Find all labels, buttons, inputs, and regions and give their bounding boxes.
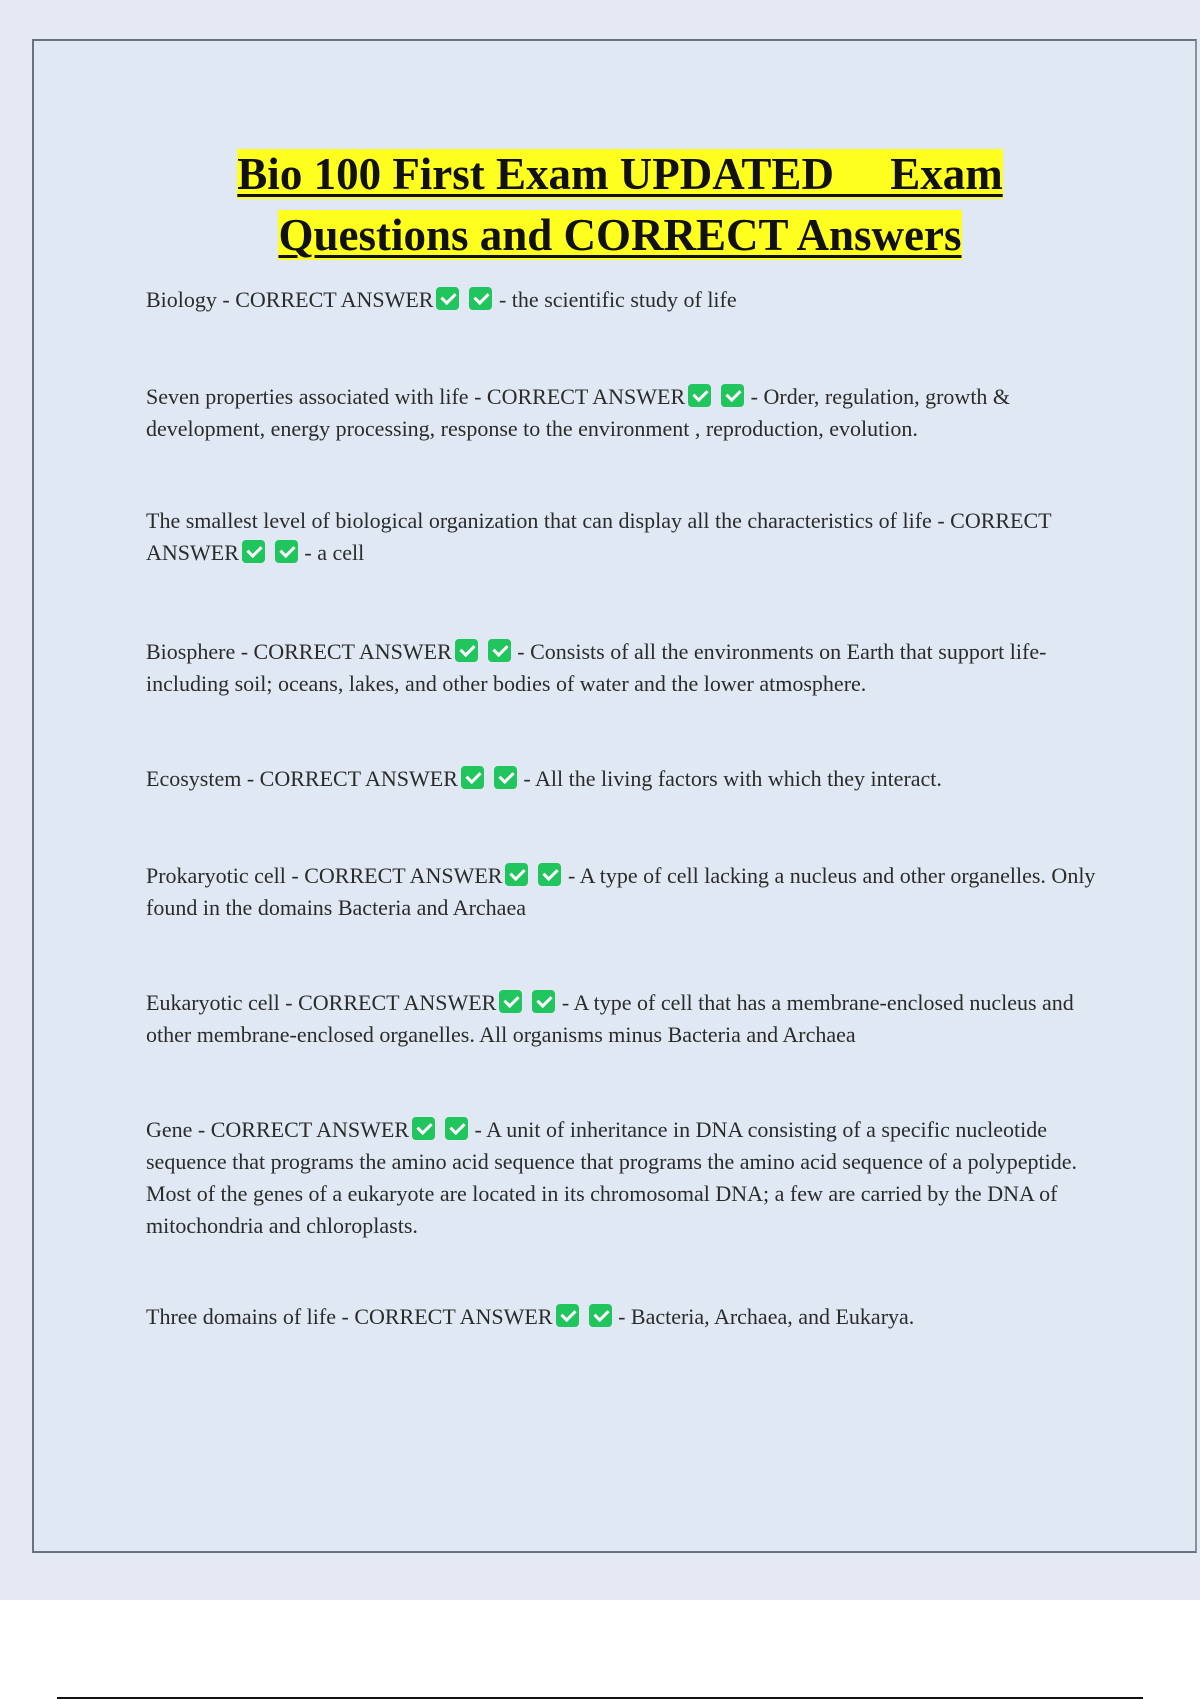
title-line-2: Questions and CORRECT Answers <box>278 210 962 260</box>
answer-marker: CORRECT ANSWER <box>253 639 452 664</box>
check-icon <box>505 863 528 886</box>
qa-answer: - the scientific study of life <box>493 287 737 312</box>
qa-entry <box>146 505 1096 569</box>
check-icon <box>538 863 561 886</box>
qa-answer: - All the living factors with which they interact. <box>517 766 942 791</box>
qa-term: Seven properties associated with life - <box>146 384 487 409</box>
qa-entry <box>146 381 1096 445</box>
qa-answer: - a cell <box>298 540 365 565</box>
qa-answer: - Order, regulation, growth & development, energy processing, response to the environment , reproduction, evolution. <box>146 384 1011 441</box>
check-icon <box>494 766 517 789</box>
qa-entry <box>146 987 1096 1051</box>
qa-entry <box>146 763 1096 795</box>
qa-answer: - A type of cell that has a membrane-enclosed nucleus and other membrane-enclosed organelles. All organisms minus Bacteria and Archaea <box>146 990 1074 1047</box>
qa-answer: - Bacteria, Archaea, and Eukarya. <box>612 1304 915 1329</box>
title-line-1: Bio 100 First Exam UPDATED Exam <box>237 149 1003 199</box>
qa-answer: - A unit of inheritance in DNA consisting of a specific nucleotide sequence that programs the amino acid sequence that programs the amino acid sequence of a polypeptide. Most of the genes of a eukaryote are located in its chromosomal DNA; a few are carried by the DNA of mitochondria and chloroplasts. <box>146 1117 1077 1238</box>
qa-term: Eukaryotic cell - <box>146 990 299 1015</box>
qa-term: Biosphere - <box>146 639 254 664</box>
qa-entry <box>146 1114 1096 1242</box>
answer-marker: CORRECT ANSWER <box>259 766 458 791</box>
check-icon <box>436 287 459 310</box>
qa-term: The smallest level of biological organization that can display all the characteristics of life - <box>146 508 951 533</box>
check-icon <box>532 990 555 1013</box>
answer-marker: CORRECT ANSWER <box>304 863 503 888</box>
qa-term: Biology - <box>146 287 236 312</box>
check-icon <box>469 287 492 310</box>
check-icon <box>412 1117 435 1140</box>
answer-marker: CORRECT ANSWER <box>235 287 434 312</box>
check-icon <box>721 384 744 407</box>
check-icon <box>455 639 478 662</box>
check-icon <box>556 1304 579 1327</box>
check-icon <box>275 540 298 563</box>
qa-term: Prokaryotic cell - <box>146 863 305 888</box>
qa-answer: - A type of cell lacking a nucleus and other organelles. Only found in the domains Bacteria and Archaea <box>146 863 1096 920</box>
check-icon <box>499 990 522 1013</box>
answer-marker: CORRECT ANSWER <box>210 1117 409 1142</box>
check-icon <box>688 384 711 407</box>
qa-entry <box>146 860 1096 924</box>
qa-term: Gene - <box>146 1117 211 1142</box>
answer-marker: CORRECT ANSWER <box>298 990 497 1015</box>
footer-divider <box>57 1697 1143 1699</box>
qa-entry <box>146 284 1096 316</box>
answer-marker: CORRECT ANSWER <box>146 508 1052 565</box>
check-icon <box>488 639 511 662</box>
qa-entry <box>146 1301 1096 1333</box>
document-title <box>60 144 1180 266</box>
qa-answer: - Consists of all the environments on Earth that support life-including soil; oceans, lakes, and other bodies of water and the lower atmosphere. <box>146 639 1047 696</box>
check-icon <box>589 1304 612 1327</box>
answer-marker: CORRECT ANSWER <box>354 1304 553 1329</box>
qa-term: Three domains of life - <box>146 1304 355 1329</box>
answer-marker: CORRECT ANSWER <box>486 384 686 409</box>
check-icon <box>445 1117 468 1140</box>
qa-term: Ecosystem - <box>146 766 260 791</box>
check-icon <box>242 540 265 563</box>
qa-entry <box>146 636 1096 700</box>
check-icon <box>461 766 484 789</box>
